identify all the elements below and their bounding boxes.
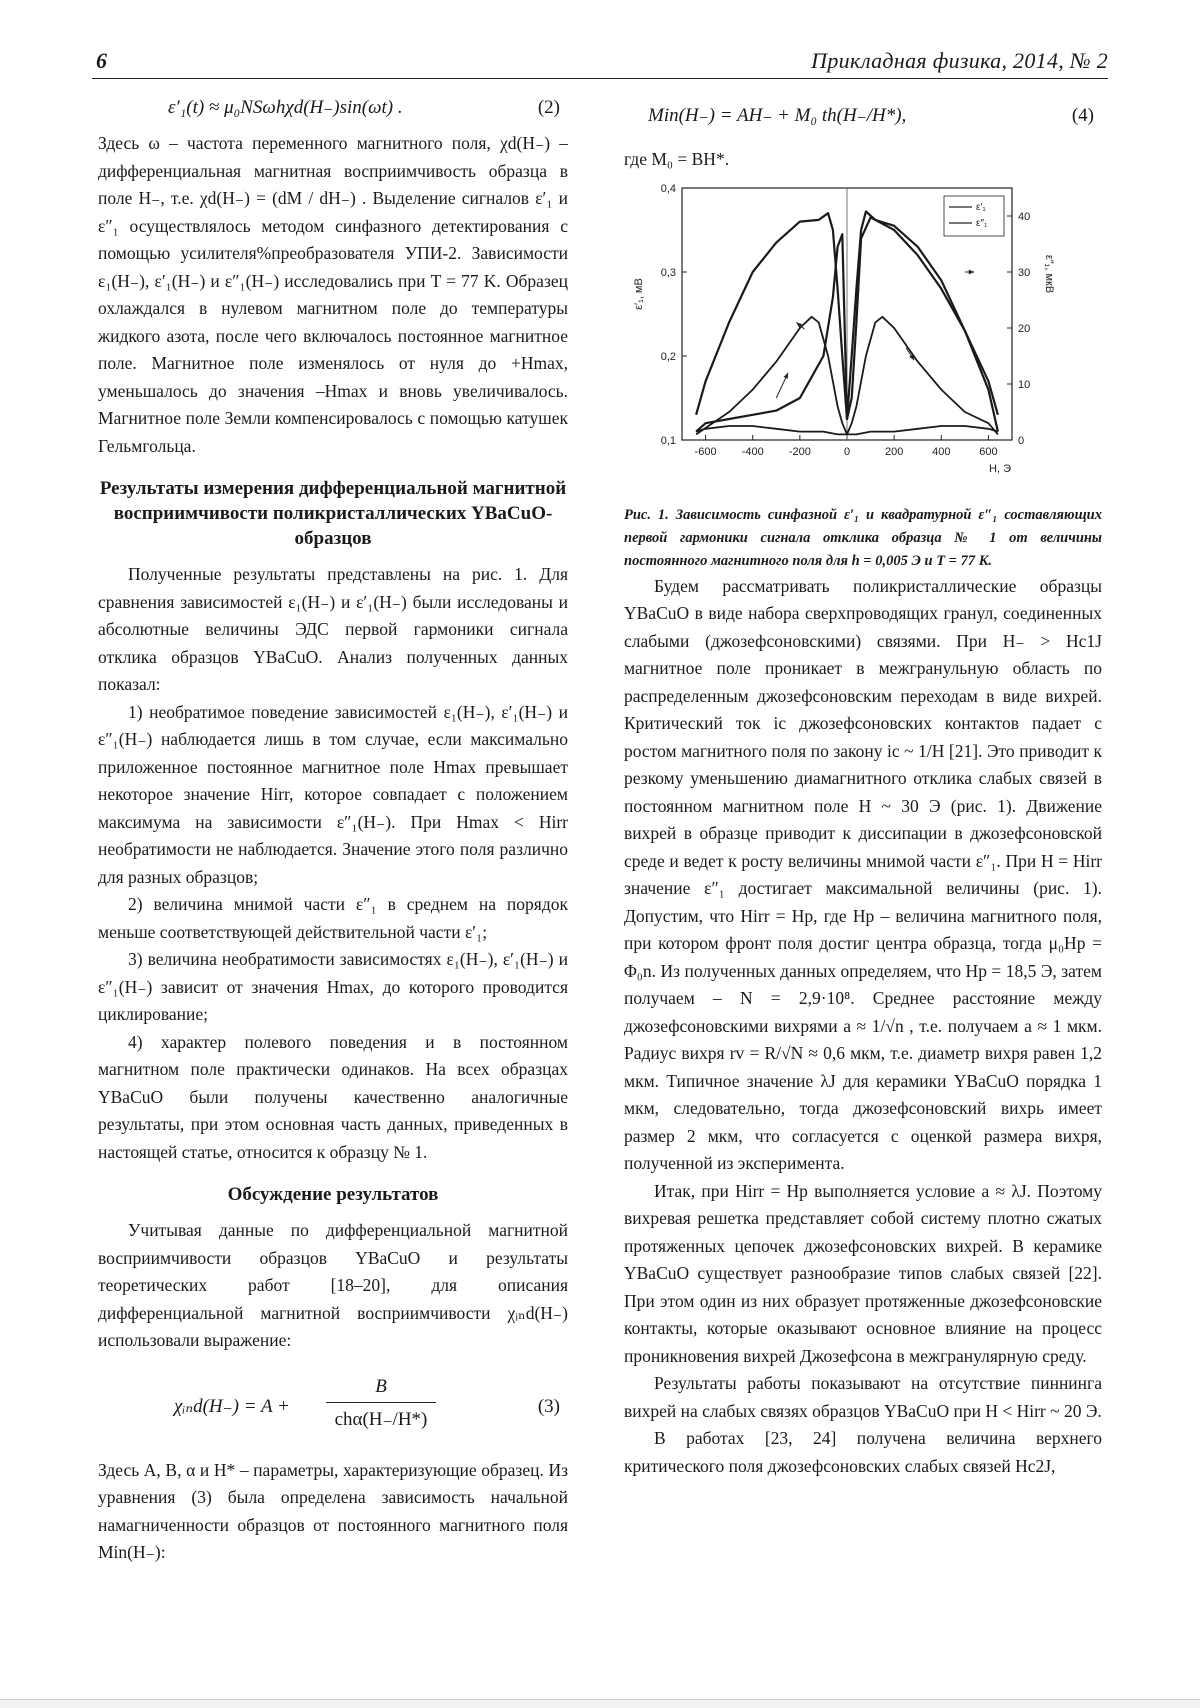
- y-left-tick-label: 0,1: [660, 434, 676, 447]
- legend-box: [944, 196, 1004, 236]
- y-left-tick-label: 0,3: [660, 266, 676, 279]
- y-right-tick-label: 10: [1018, 378, 1031, 391]
- legend-label: ε′₁: [976, 201, 986, 213]
- equation-3: [98, 1369, 568, 1447]
- x-tick-label: 400: [932, 445, 951, 458]
- page-header: [92, 42, 1108, 82]
- y-right-axis-label: ε″₁, мкВ: [1043, 254, 1055, 293]
- paragraph: Полученные результаты представлены на рис. 1. Для сравнения зависимостей ε₁(H₋) и ε′₁(H₋) были исследованы и абсолютные величины ЭДС первой гармоники сигнала отклика образцов YBaCuO. Анализ полученных данных показал:: [98, 564, 568, 694]
- right-column: [624, 90, 1102, 1480]
- list-item: 1) необратимое поведение зависимостей ε₁(H₋), ε′₁(H₋) и ε″₁(H₋) наблюдается лишь в том случае, если максимально приложенное постоянное магнитное поле Hmax превышает некоторое значение Hirr, которое совпадает с положением максимума на зависимости ε″₁(H₋). При Hmax < Hirr необратимости не наблюдается. Значение этого поля различно для разных образцов;: [98, 701, 568, 887]
- x-tick-label: 200: [884, 445, 904, 458]
- x-tick-label: -600: [694, 445, 717, 458]
- header-divider: [92, 78, 1108, 79]
- figure-1: [624, 178, 1102, 498]
- paragraph: Итак, при Hirr = Hp выполняется условие a ≈ λJ. Поэтому вихревая решетка представляет собой систему плотно сжатых протяженных цепочек джозефсоновских вихрей. В керамике YBaCuO существует разнообразие типов слабых связей [22]. При этом один из них образует протяженные джозефсоновские контакты, которые оказывают основное влияние на процесс проникновения вихрей Джозефсона в межгранулярную среду.: [624, 1180, 1102, 1366]
- figure-1-chart: [624, 178, 1102, 498]
- paragraph: В работах [23, 24] получена величина верхнего критического поля джозефсоновских слабых связей Hc2J,: [624, 1428, 1102, 1476]
- equation-3-number: (3): [537, 1395, 560, 1417]
- page-number: 6: [96, 48, 107, 73]
- equation-4: [624, 90, 1102, 146]
- x-axis-label: H, Э: [989, 462, 1011, 475]
- list-item: 2) величина мнимой части ε″₁ в среднем на порядок меньше соответствующей действительной части ε′₁;: [98, 894, 568, 942]
- list-item: 4) характер полевого поведения и в постоянном магнитном поле практически одинаков. На всех образцах YBaCuO были получены качественно аналогичные результаты, при этом основная часть данных, приведенных в настоящей статье, относится к образцу № 1.: [98, 1031, 568, 1162]
- y-right-tick-label: 40: [1018, 210, 1031, 223]
- x-tick-label: 600: [979, 445, 998, 458]
- direction-arrow-head: [969, 269, 975, 274]
- section-heading-results: Результаты измерения дифференциальной магнитной восприимчивости поликристаллических YBaCuO-образцов: [99, 478, 567, 549]
- paragraph: Результаты работы показывают на отсутствие пиннинга вихрей на слабых связях образцов YBaCuO при H < Hirr ~ 20 Э.: [624, 1373, 1102, 1421]
- x-tick-label: -400: [741, 445, 764, 458]
- equation-4-number: (4): [1071, 105, 1094, 126]
- paragraph: Здесь A, B, α и H* – параметры, характеризующие образец. Из уравнения (3) была определена зависимость начальной намагниченности образцов от постоянного магнитного поля Min(H₋):: [98, 1459, 568, 1562]
- y-left-tick-label: 0,4: [660, 182, 676, 195]
- scan-bottom-edge: [0, 1699, 1200, 1708]
- figure-1-caption: Рис. 1. Зависимость синфазной ε′₁ и квадратурной ε″₁ составляющих первой гармоники сигнала отклика образца № 1 от величины постоянного магнитного поля для h = 0,005 Э и T = 77 K.: [624, 506, 1102, 569]
- equation-2: [98, 90, 568, 130]
- equation-2-body: ε′₁(t) ≈ μ₀NSωhχd(H₋)sin(ωt) .: [168, 97, 403, 118]
- paragraph: Здесь ω – частота переменного магнитного поля, χd(H₋) – дифференциальная магнитная восприимчивость образца в поле H₋, т.е. χd(H₋) = (dM / dH₋) . Выделение сигналов ε′₁ и ε″₁ осуществлялось методом синфазного детектирования с помощью усилителя%преобразователя УПИ-2. Зависимости ε₁(H₋), ε′₁(H₋) и ε″₁(H₋) исследовались при T = 77 K. Образец охлаждался в нулевом магнитном поле до температуры жидкого азота, после чего включалось постоянное магнитное поле. Магнитное поле изменялось от нуля до +Hmax, уменьшалось до значения –Hmax и вновь увеличивалось. Магнитное поле Земли компенсировалось с помощью катушек Гельмгольца.: [98, 133, 568, 456]
- equation-3-numerator: B: [326, 1373, 436, 1404]
- y-right-tick-label: 20: [1018, 322, 1031, 335]
- x-tick-label: -200: [788, 445, 811, 458]
- left-column: [98, 90, 568, 1567]
- y-right-tick-label: 0: [1018, 434, 1025, 447]
- list-item: 3) величина необратимости зависимостях ε₁(H₋), ε′₁(H₋) и ε″₁(H₋) зависит от значения Hmax, до которого проводится циклирование;: [98, 949, 568, 1024]
- y-left-axis-label: ε′₁, мВ: [633, 277, 645, 310]
- equation-3-denominator: chα(H₋/H*): [334, 1409, 428, 1430]
- equation-2-number: (2): [537, 97, 560, 118]
- journal-title: Прикладная физика, 2014, № 2: [811, 48, 1108, 73]
- x-tick-label: 0: [843, 445, 851, 458]
- equation-4-where: где M₀ = BH*.: [624, 149, 730, 169]
- equation-3-fraction: [326, 1373, 436, 1434]
- section-heading-discussion: Обсуждение результатов: [227, 1184, 439, 1205]
- y-right-tick-label: 30: [1018, 266, 1031, 279]
- y-left-tick-label: 0,2: [660, 350, 676, 363]
- paragraph: Учитывая данные по дифференциальной магнитной восприимчивости образцов YBaCuO и результаты теоретических работ [18–20], для описания дифференциальной магнитной восприимчивости χᵢₙd(H₋) использовали выражение:: [98, 1220, 568, 1350]
- equation-3-lhs: χᵢₙd(H₋) = A +: [174, 1395, 290, 1417]
- paragraph: Будем рассматривать поликристаллические образцы YBaCuO в виде набора сверхпроводящих гранул, соединенных слабыми (джозефсоновскими) связями. При H₋ > Hc1J магнитное поле проникает в межгранульную область по распределенным джозефсоновским переходам в виде вихрей. Критический ток ic джозефсоновских контактов падает с ростом магнитного поля по закону ic ~ 1/H [21]. Это приводит к резкому уменьшению диамагнитного отклика слабых связей в постоянном магнитном поле H ~ 30 Э (рис. 1). Движение вихрей в образце приводит к диссипации в джозефсоновской среде и ведет к росту величины мнимой части ε″₁. При H = Hirr значение ε″₁ достигает максимальной величины (рис. 1). Допустим, что Hirr = Hp, где Hp – величина магнитного поля, при котором фронт поля достиг центра образца, тогда μ₀Hp = Φ₀n. Из полученных данных определяем, что Hp = 18,5 Э, затем получаем – N = 2,9·10⁸. Среднее расстояние между джозефсоновскими вихрями a ≈ 1/√n , т.е. получаем a ≈ 1 мкм. Радиус вихря rv = R/√N ≈ 0,6 мкм, т.е. диаметр вихря равен 1,2 мкм. Типичное значение λJ для керамики YBaCuO порядка 1 мкм, следовательно, тогда джозефсоновский вихрь имеет размер 2 мкм, что согласуется с оценкой размера вихря, полученной из эксперимента.: [624, 575, 1102, 1173]
- legend-label: ε″₁: [976, 217, 988, 229]
- equation-4-body: Min(H₋) = AH₋ + M₀ th(H₋/H*),: [648, 105, 907, 126]
